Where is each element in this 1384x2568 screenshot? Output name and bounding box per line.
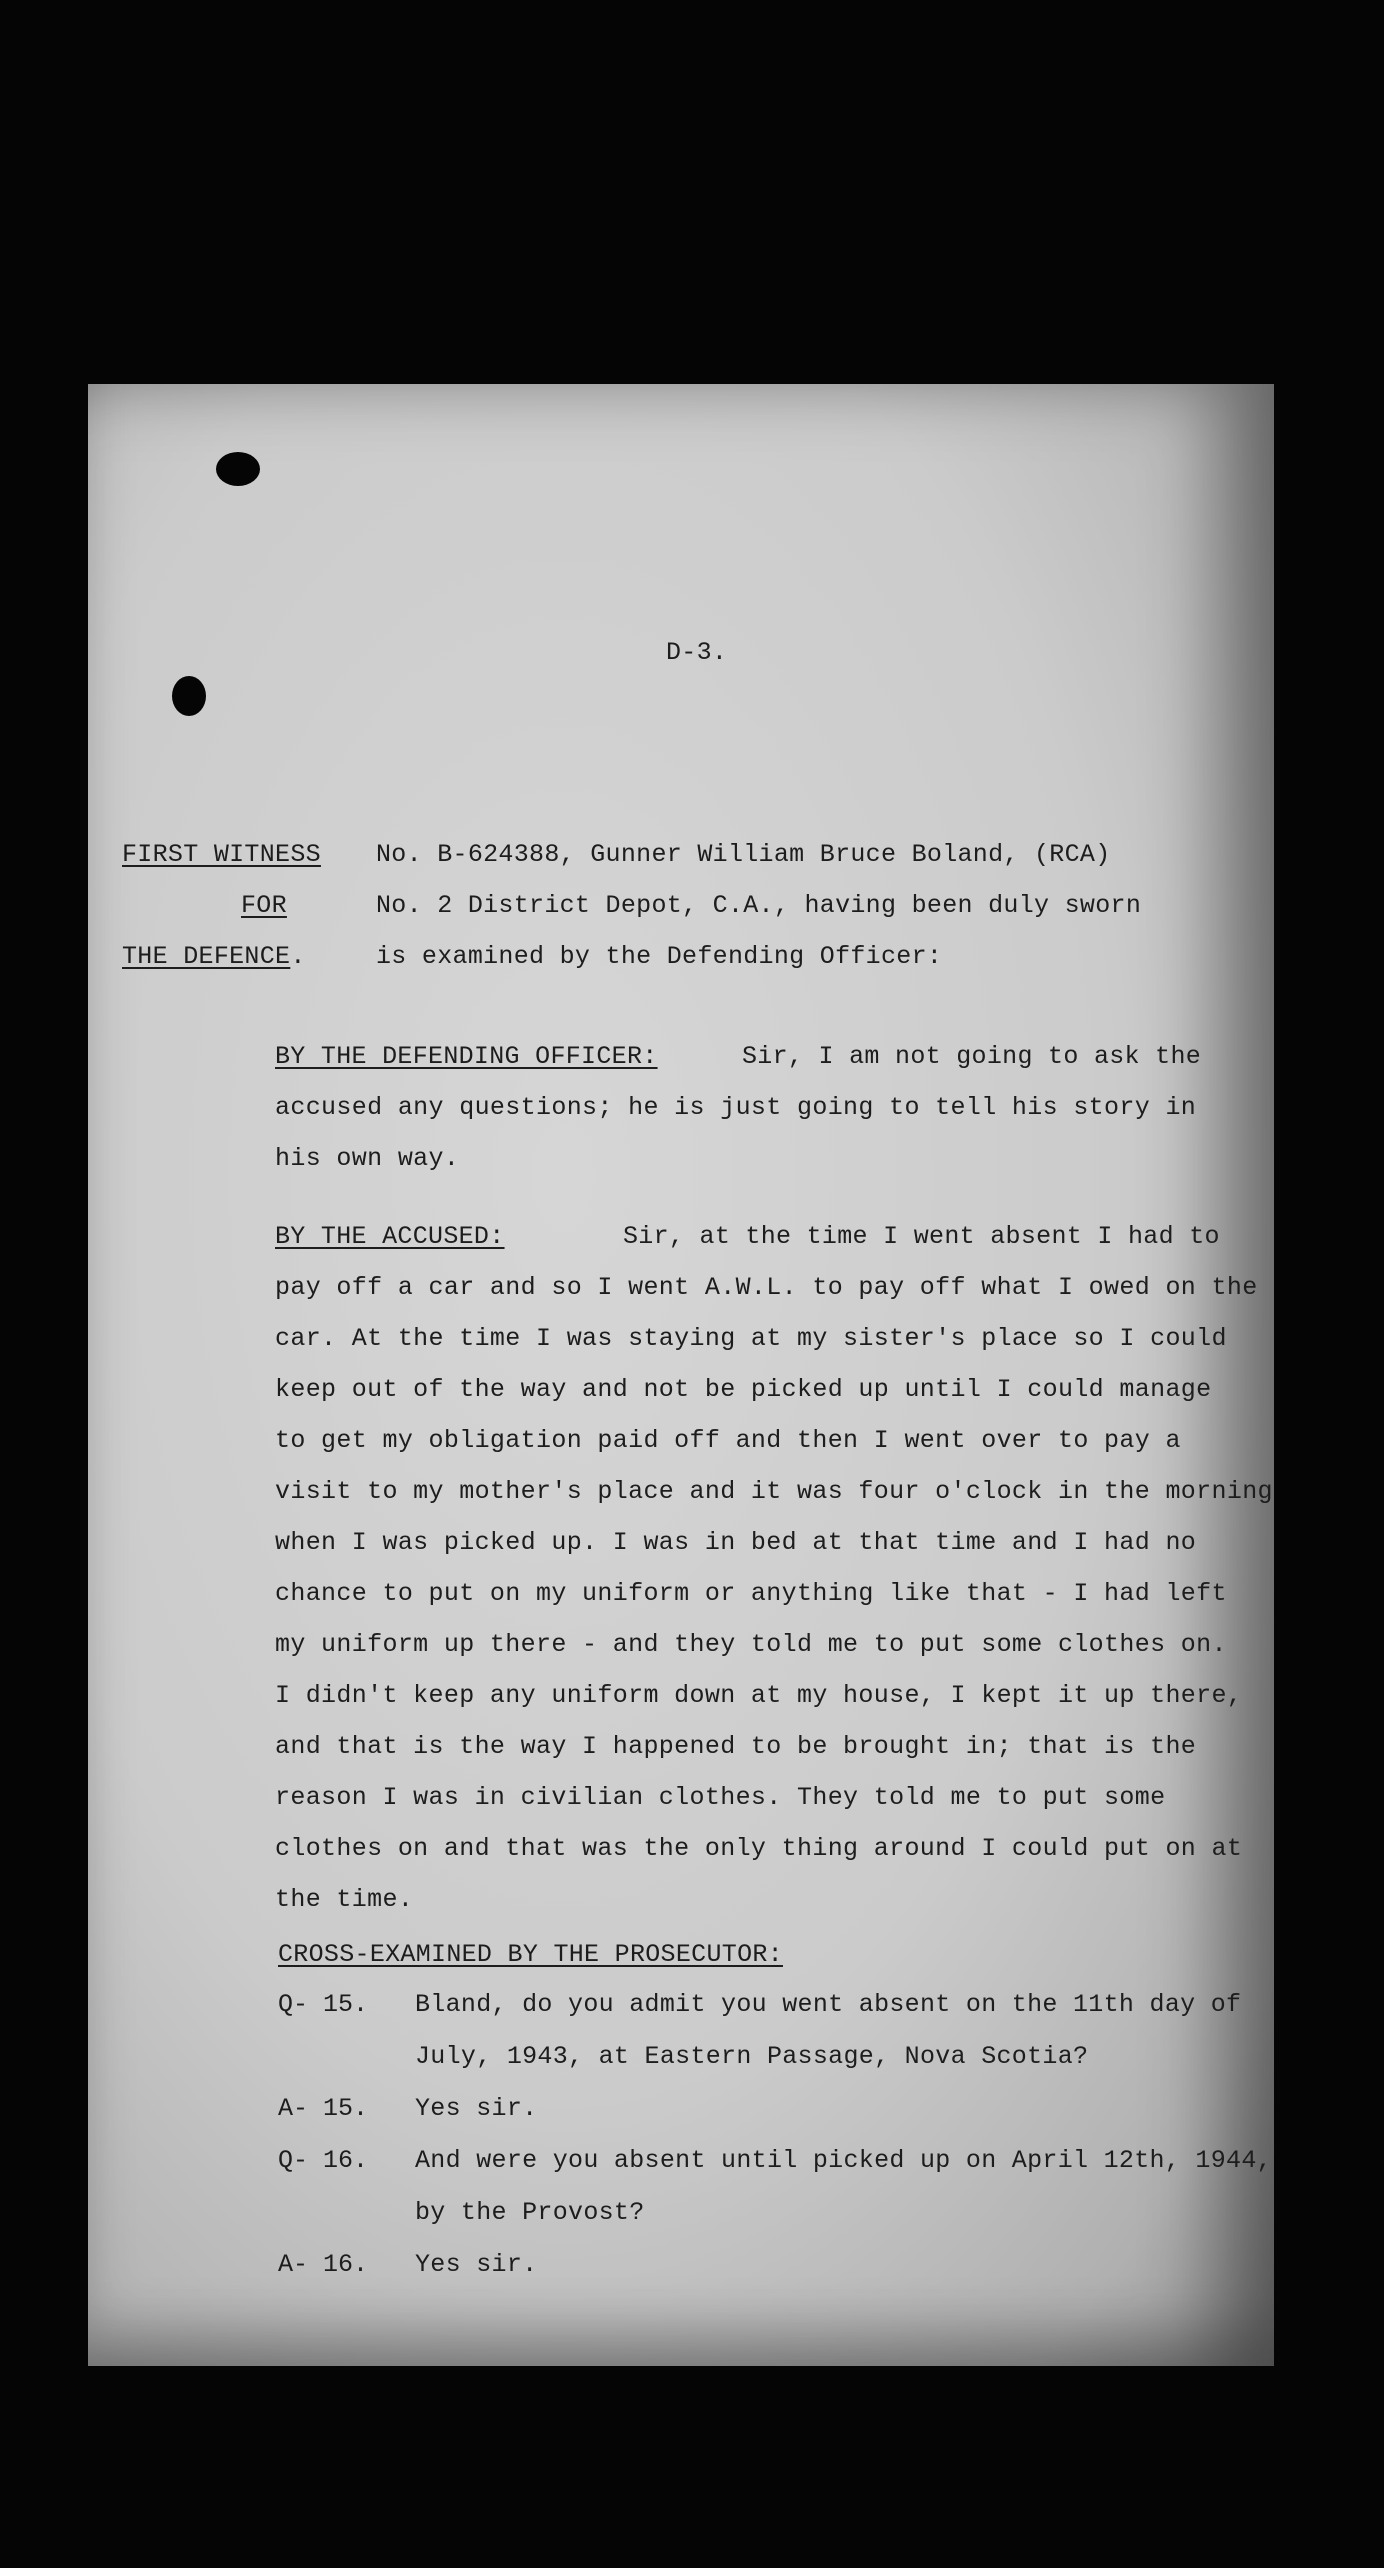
cross-examination-heading: CROSS-EXAMINED BY THE PROSECUTOR: (278, 1940, 783, 1969)
accused-statement-line: visit to my mother's place and it was four o'clock in the morning (275, 1477, 1273, 1506)
question-text: July, 1943, at Eastern Passage, Nova Scotia? (415, 2042, 1089, 2071)
punch-hole (216, 452, 260, 486)
page-number: D-3. (666, 638, 728, 667)
accused-statement-line: keep out of the way and not be picked up until I could manage (275, 1375, 1212, 1404)
accused-statement-line: my uniform up there - and they told me to put some clothes on. (275, 1630, 1227, 1659)
question-label: Q- 15. (278, 1990, 369, 2019)
witness-heading-line2: FOR (241, 891, 287, 920)
accused-statement-line: to get my obligation paid off and then I went over to pay a (275, 1426, 1181, 1455)
defending-officer-heading: BY THE DEFENDING OFFICER: (275, 1042, 658, 1071)
defending-officer-line: accused any questions; he is just going to tell his story in (275, 1093, 1197, 1122)
defending-officer-line: his own way. (275, 1144, 460, 1173)
accused-statement-line: car. At the time I was staying at my sister's place so I could (275, 1324, 1227, 1353)
answer-label: A- 16. (278, 2250, 369, 2279)
accused-statement-line: and that is the way I happened to be brought in; that is the (275, 1732, 1197, 1761)
accused-first-line: Sir, at the time I went absent I had to (623, 1222, 1220, 1251)
answer-text: Yes sir. (415, 2250, 538, 2279)
defending-officer-first-line: Sir, I am not going to ask the (742, 1042, 1202, 1071)
accused-statement-line: when I was picked up. I was in bed at that time and I had no (275, 1528, 1197, 1557)
witness-heading-line1: FIRST WITNESS (122, 840, 321, 869)
accused-statement-line: clothes on and that was the only thing around I could put on at (275, 1834, 1243, 1863)
witness-details-line: No. B-624388, Gunner William Bruce Boland, (RCA) (376, 840, 1111, 869)
accused-statement-line: chance to put on my uniform or anything like that - I had left (275, 1579, 1227, 1608)
witness-details-line: is examined by the Defending Officer: (376, 942, 943, 971)
document-page (88, 384, 1274, 2366)
accused-statement-line: I didn't keep any uniform down at my house, I kept it up there, (275, 1681, 1243, 1710)
punch-hole (172, 676, 206, 716)
accused-statement-line: reason I was in civilian clothes. They told me to put some (275, 1783, 1166, 1812)
witness-heading-line3: THE DEFENCE. (122, 942, 306, 971)
question-text: And were you absent until picked up on April 12th, 1944, (415, 2146, 1272, 2175)
accused-statement-line: the time. (275, 1885, 414, 1914)
accused-heading: BY THE ACCUSED: (275, 1222, 505, 1251)
question-text: by the Provost? (415, 2198, 645, 2227)
witness-details-line: No. 2 District Depot, C.A., having been duly sworn (376, 891, 1142, 920)
question-text: Bland, do you admit you went absent on the 11th day of (415, 1990, 1242, 2019)
accused-statement-line: pay off a car and so I went A.W.L. to pay off what I owed on the (275, 1273, 1258, 1302)
answer-label: A- 15. (278, 2094, 369, 2123)
answer-text: Yes sir. (415, 2094, 538, 2123)
question-label: Q- 16. (278, 2146, 369, 2175)
